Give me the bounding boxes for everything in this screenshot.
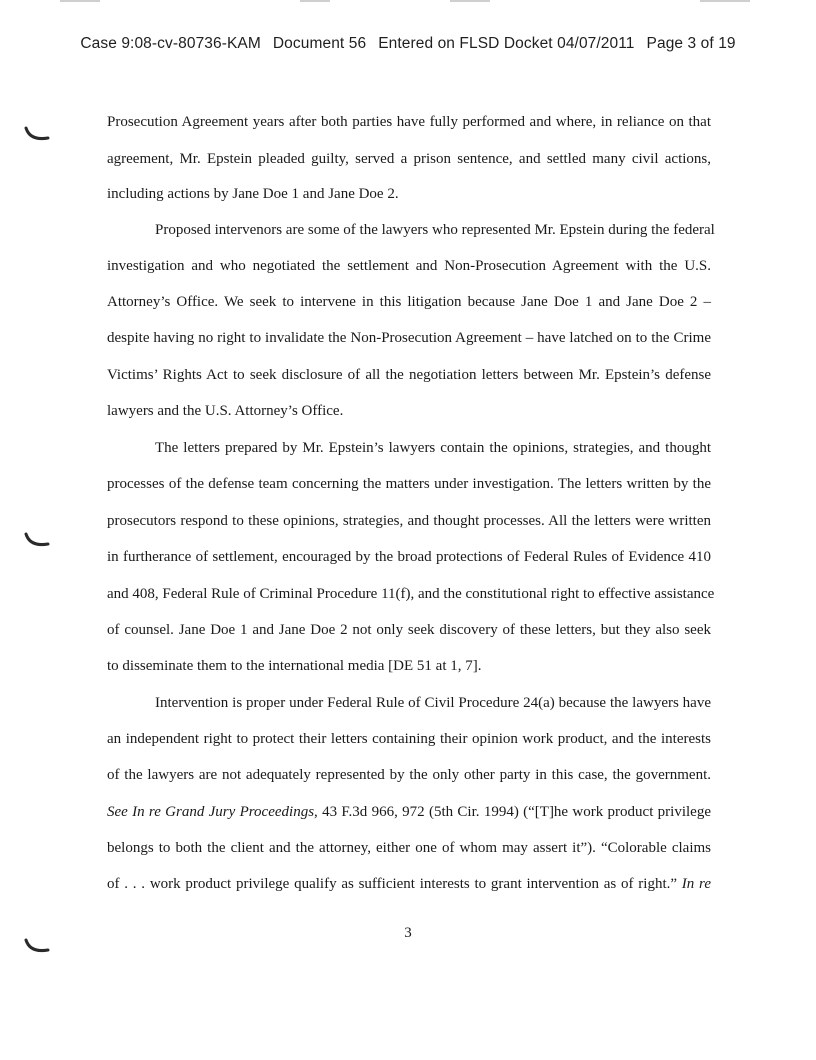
- citation-line: See In re Grand Jury Proceedings, 43 F.3d 966, 972 (5th Cir. 1994) (“[T]he work product privilege: [107, 804, 711, 820]
- body-line: an independent right to protect their letters containing their opinion work product, and the interests: [107, 731, 711, 747]
- body-line: including actions by Jane Doe 1 and Jane Doe 2.: [107, 186, 399, 202]
- body-line: of counsel. Jane Doe 1 and Jane Doe 2 not only seek discovery of these letters, but they also seek: [107, 622, 711, 638]
- body-line: lawyers and the U.S. Attorney’s Office.: [107, 403, 344, 419]
- case-citation: In re: [681, 876, 711, 892]
- scan-artifact: [60, 0, 100, 2]
- body-line: in furtherance of settlement, encouraged by the broad protections of Federal Rules of Evidence 410: [107, 549, 711, 565]
- body-line: Proposed intervenors are some of the lawyers who represented Mr. Epstein during the federal: [155, 222, 715, 238]
- body-line: Prosecution Agreement years after both parties have fully performed and where, in reliance on that: [107, 114, 711, 130]
- case-citation: See In re Grand Jury Proceedings: [107, 804, 315, 820]
- punch-hole-mark: [24, 532, 50, 550]
- docket-header: [0, 35, 816, 53]
- body-line: agreement, Mr. Epstein pleaded guilty, served a prison sentence, and settled many civil actions,: [107, 151, 711, 167]
- body-line: Intervention is proper under Federal Rule of Civil Procedure 24(a) because the lawyers have: [155, 695, 711, 711]
- body-line: The letters prepared by Mr. Epstein’s lawyers contain the opinions, strategies, and thought: [155, 440, 711, 456]
- body-line: Victims’ Rights Act to seek disclosure of all the negotiation letters between Mr. Epstein’s defense: [107, 367, 711, 383]
- body-line: and 408, Federal Rule of Criminal Procedure 11(f), and the constitutional right to effective assistance: [107, 586, 715, 602]
- case-number: Case 9:08-cv-80736-KAM: [80, 35, 261, 52]
- body-line: of the lawyers are not adequately represented by the only other party in this case, the government.: [107, 767, 711, 783]
- body-line: Attorney’s Office. We seek to intervene in this litigation because Jane Doe 1 and Jane Doe 2 –: [107, 294, 711, 310]
- body-line: investigation and who negotiated the settlement and Non-Prosecution Agreement with the U.S.: [107, 258, 711, 274]
- body-line: prosecutors respond to these opinions, strategies, and thought processes. All the letters were written: [107, 513, 711, 529]
- punch-hole-mark: [24, 126, 50, 144]
- body-line: processes of the defense team concerning the matters under investigation. The letters written by the: [107, 476, 711, 492]
- body-line: despite having no right to invalidate the Non-Prosecution Agreement – have latched on to the Crime: [107, 330, 711, 346]
- body-line: belongs to both the client and the attorney, either one of whom may assert it”). “Colorable claims: [107, 840, 711, 856]
- body-line: to disseminate them to the international media [DE 51 at 1, 7].: [107, 658, 482, 674]
- page-number: 3: [404, 925, 412, 941]
- document-number: Document 56: [272, 35, 367, 52]
- docket-entry-date: Entered on FLSD Docket 04/07/2011: [378, 35, 635, 52]
- body-line: of . . . work product privilege qualify as sufficient interests to grant intervention as of right.” In re: [107, 876, 711, 892]
- page-indicator: Page 3 of 19: [646, 35, 736, 52]
- scan-artifact: [700, 0, 750, 2]
- scan-artifact: [450, 0, 490, 2]
- scan-artifact: [300, 0, 330, 2]
